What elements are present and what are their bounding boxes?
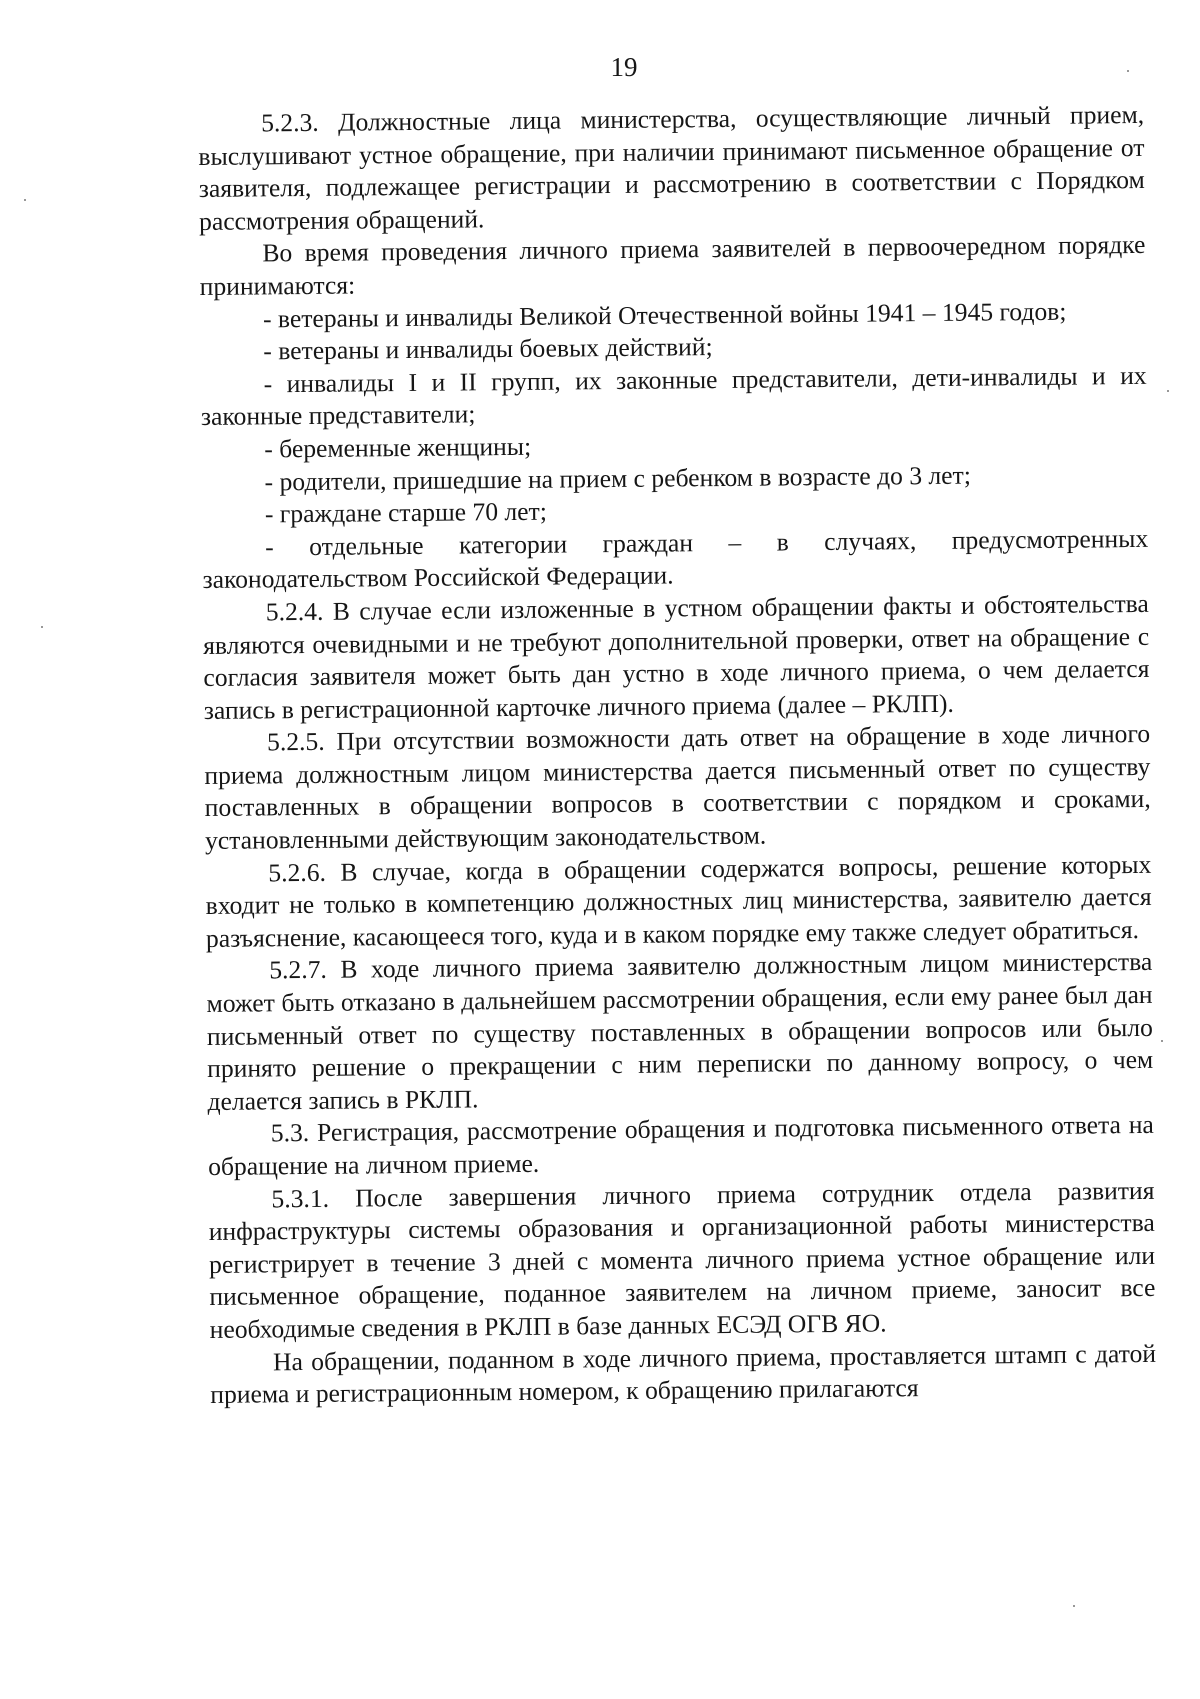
scan-speck [1161, 1040, 1163, 1042]
scan-speck [24, 199, 26, 201]
list-item: - ветераны и инвалиды боевых действий; [263, 332, 713, 366]
list-item: - отдельные категории граждан – в случаях, предусмотренных законодательством Российской Федерации. [202, 523, 1149, 595]
paragraph-5-2-4: 5.2.4. В случае если изложенные в устном обращении факты и обстоятельства являются очевидными и не требуют дополнительной проверки, ответ на обращение с согласия заявителя может быть дан устно в ходе личного приема, о чем делается запись в регистрационной карточке личного приема (далее – РКЛП). [203, 588, 1150, 725]
document-body [198, 99, 1156, 1412]
paragraph-5-2-7: 5.2.7. В ходе личного приема заявителю должностным лицом министерства может быть отказано в дальнейшем рассмотрении обращения, если ему ранее был дан письменный ответ по существу поставленных в обращении вопросов или было принято решение о прекращении с ним переписки по данному вопросу, о чем делается запись в РКЛП. [206, 947, 1154, 1116]
list-item: - инвалиды I и II групп, их законные представители, дети-инвалиды и их законные представители; [200, 360, 1147, 432]
paragraph-5-3: 5.3. Регистрация, рассмотрение обращения и подготовка письменного ответа на обращение на личном приеме. [208, 1110, 1154, 1181]
list-item: - родители, пришедшие на прием с ребенком в возрасте до 3 лет; [264, 460, 972, 496]
paragraph-5-3-1: 5.3.1. После завершения личного приема сотрудник отдела развития инфраструктуры системы образования и организационной работы министерства регистрирует в течение 3 дней с момента личного приема устное обращение или письменное обращение, поданное заявителем на личном приеме, заносит все необходимые сведения в РКЛП в базе данных ЕСЭД ОГВ ЯО. [208, 1175, 1156, 1344]
paragraph-priority-intro: Во время проведения личного приема заявителей в первоочередном порядке принимаются: [199, 230, 1146, 301]
scan-speck [41, 626, 43, 628]
scan-speck [1127, 70, 1129, 72]
paragraph-5-2-5: 5.2.5. При отсутствии возможности дать ответ на обращение в ходе личного приема должностным лицом министерства дается письменный ответ по существу поставленных в обращении вопросов в соответствии с порядком и сроками, установленными действующим законодательством. [204, 719, 1151, 856]
list-item: - беременные женщины; [264, 431, 532, 464]
list-item: - граждане старше 70 лет; [264, 496, 548, 529]
paragraph-5-2-3: 5.2.3. Должностные лица министерства, осуществляющие личный прием, выслушивают устное обращение, при наличии принимают письменное обращение от заявителя, подлежащее регистрации и рассмотрению в соответствии с Порядком рассмотрения обращений. [198, 99, 1145, 236]
scan-speck [1073, 1605, 1075, 1607]
paragraph-stamp: На обращении, поданном в ходе личного приема, проставляется штамп с датой приема и регистрационным номером, к обращению прилагаются [210, 1338, 1157, 1410]
list-item: - ветераны и инвалиды Великой Отечественной войны 1941 – 1945 годов; [262, 296, 1067, 333]
scan-speck [1167, 390, 1169, 392]
page-number: 19 [610, 52, 638, 82]
paragraph-5-2-6: 5.2.6. В случае, когда в обращении содержатся вопросы, решение которых входит не только в компетенцию должностных лиц министерства, заявителю дается разъяснение, касающееся того, куда и в каком порядке ему также следует обратиться. [205, 849, 1152, 953]
